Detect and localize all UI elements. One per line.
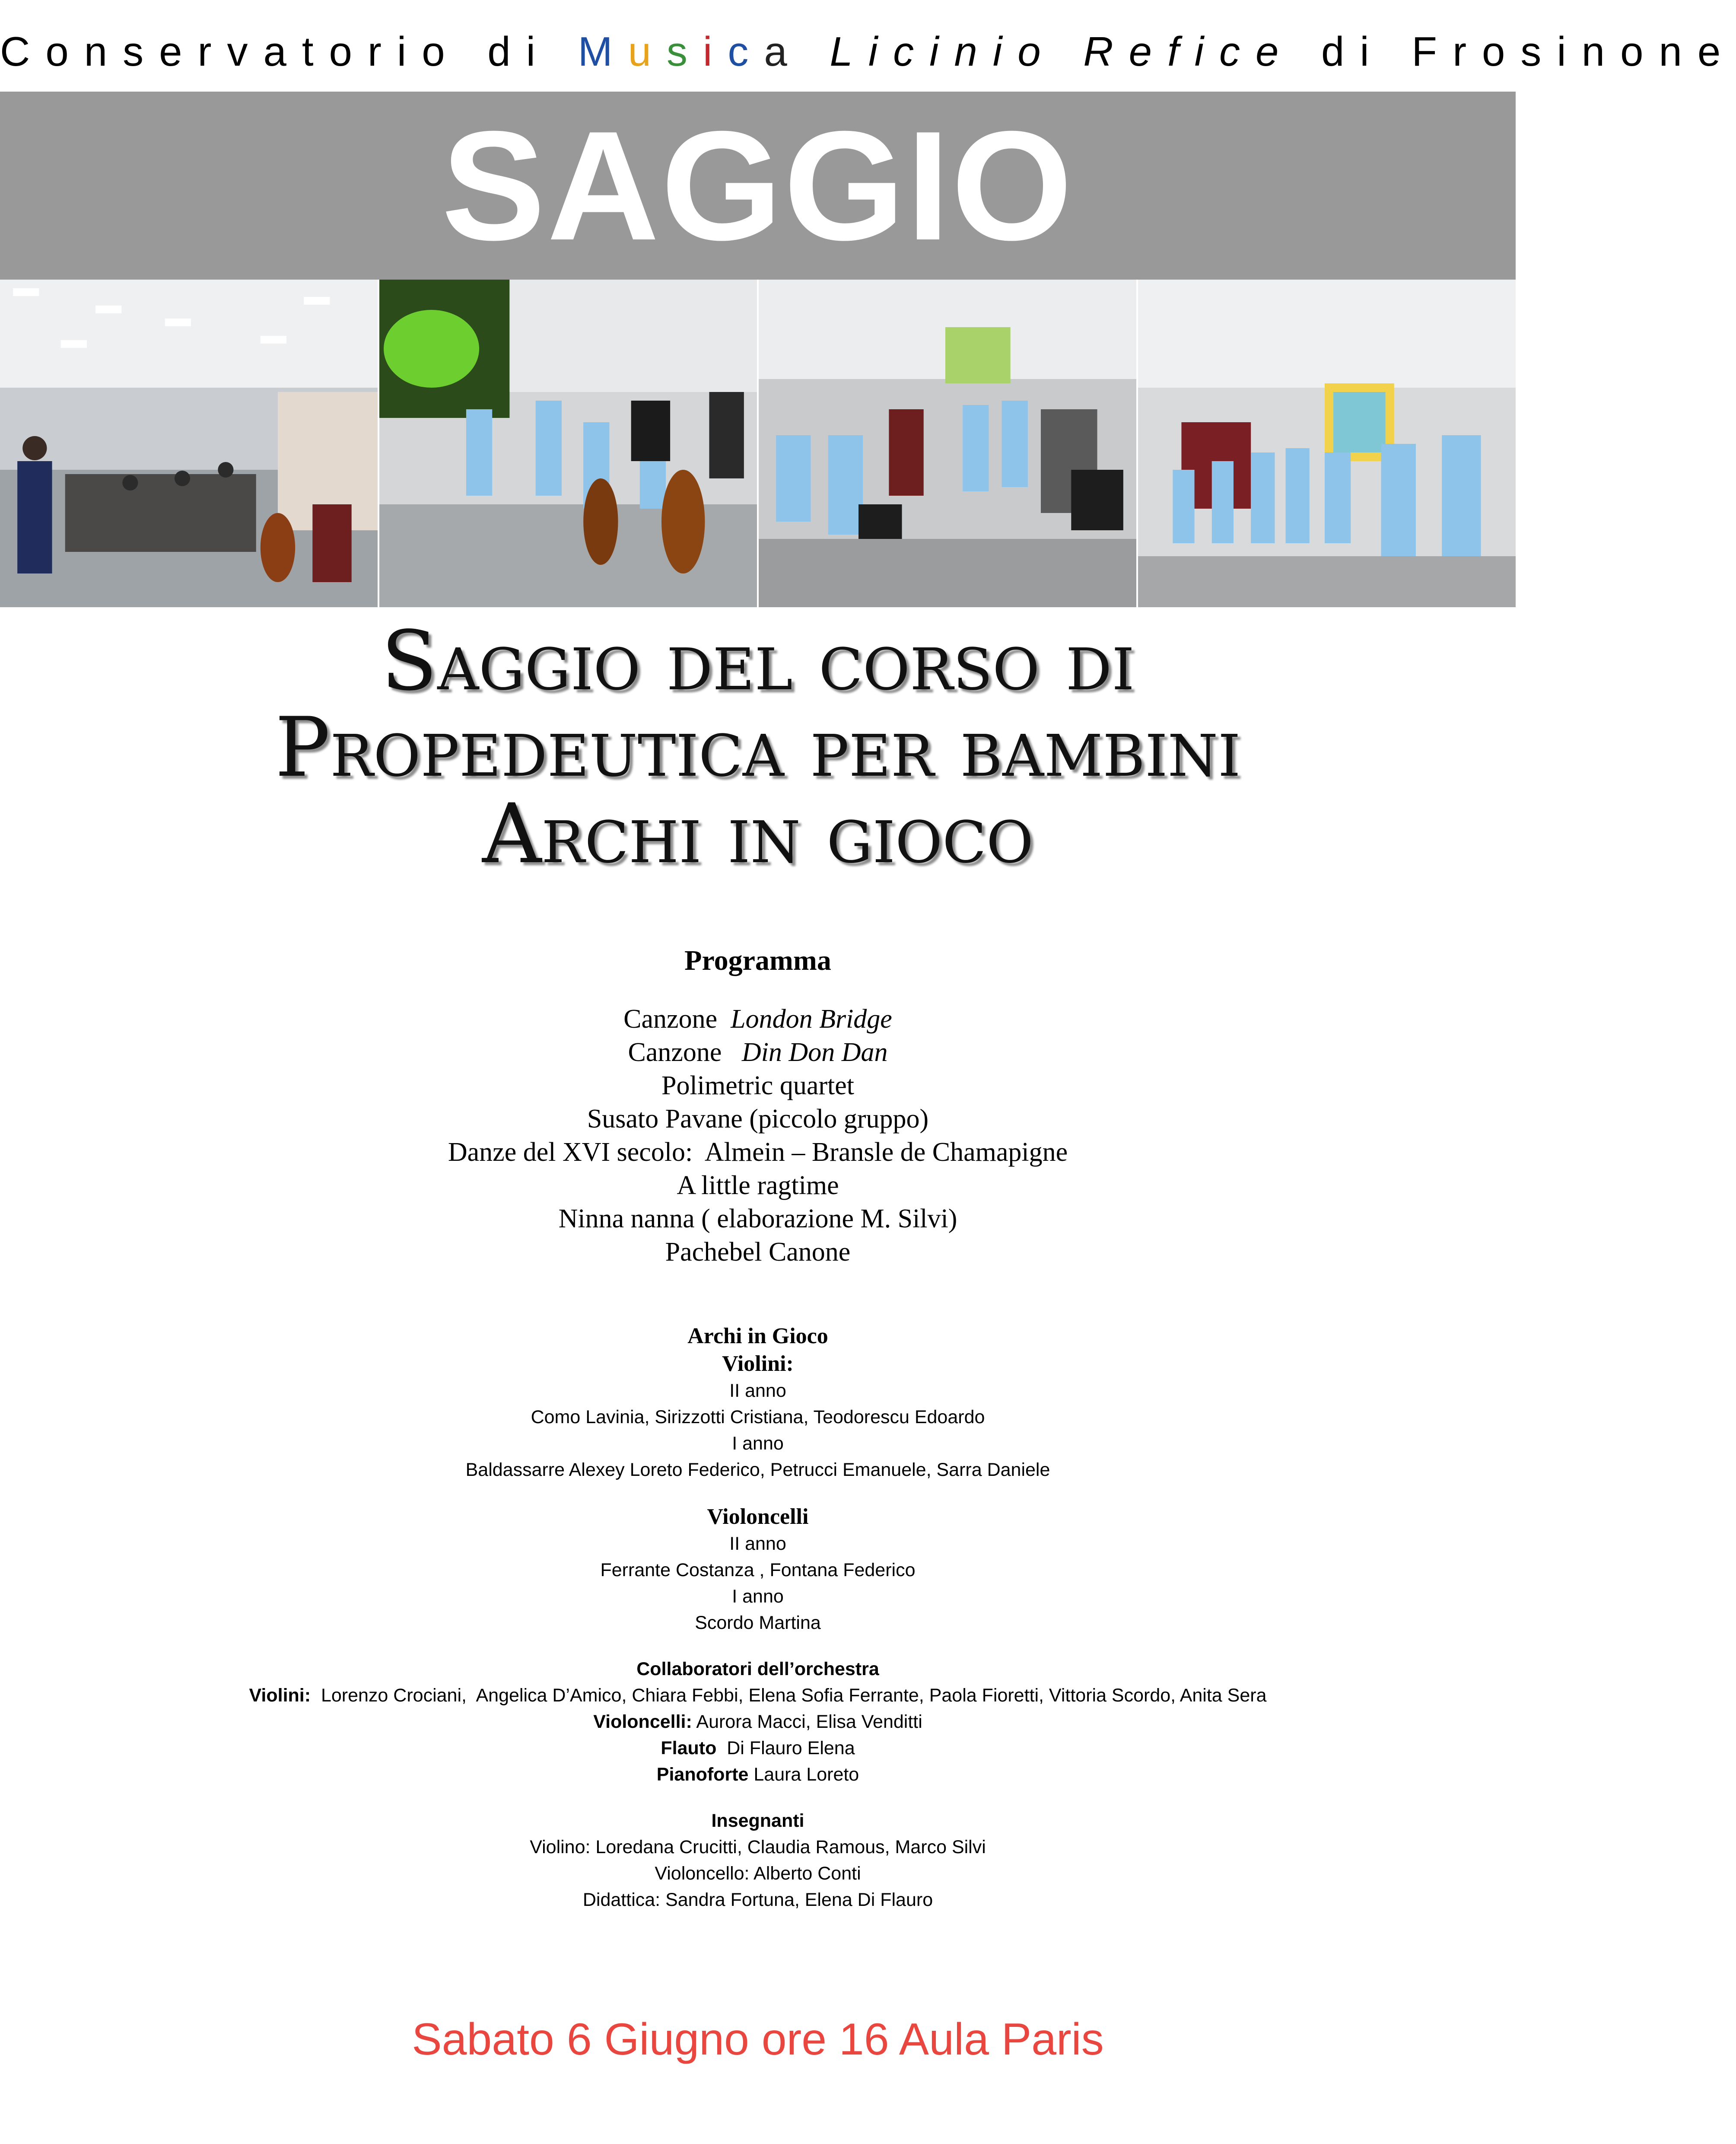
program-item-title: Din Don Dan: [741, 1038, 888, 1067]
program-item-text: Polimetric quartet: [661, 1071, 854, 1100]
collab-pianoforte-label: Pianoforte: [656, 1764, 749, 1785]
violini-year2-label: II anno: [729, 1380, 786, 1401]
program-item: [0, 1236, 1516, 1269]
saggio-banner: [0, 92, 1516, 280]
program-list: [0, 1003, 1516, 1269]
title-line-1: Saggio del corso di: [381, 613, 1135, 709]
collab-pianoforte-names: Laura Loreto: [748, 1764, 859, 1785]
collab-violoncelli-line: [0, 1709, 1516, 1735]
ensemble-title: Archi in Gioco: [687, 1324, 828, 1348]
musica-letter: u: [628, 29, 667, 75]
event-date-location: Sabato 6 Giugno ore 16 Aula Paris: [412, 2014, 1104, 2064]
teacher-didattica: Didattica: Sandra Fortuna, Elena Di Flauro: [582, 1889, 933, 1910]
program-item: [0, 1036, 1516, 1069]
violini-year2-names: Como Lavinia, Sirizzotti Cristiana, Teodorescu Edoardo: [531, 1407, 985, 1427]
violini-year1-label: I anno: [732, 1433, 784, 1454]
musica-word: [578, 29, 803, 75]
programma-heading: Programma: [684, 945, 831, 976]
banner-title: SAGGIO: [441, 99, 1075, 273]
collab-flauto-line: [0, 1735, 1516, 1762]
program-item-text: Canzone: [628, 1038, 742, 1067]
program-item-title: London Bridge: [731, 1004, 892, 1034]
musica-letter: s: [667, 29, 703, 75]
violoncelli-year2-label: II anno: [729, 1533, 786, 1554]
musica-letter: M: [578, 29, 628, 75]
performers-section: [0, 1322, 1516, 1913]
collab-pianoforte-line: [0, 1762, 1516, 1788]
program-item: [0, 1069, 1516, 1102]
title-line-3: Archi in gioco: [482, 786, 1033, 882]
program-item: [0, 1169, 1516, 1202]
violoncelli-year1-names: Scordo Martina: [695, 1612, 821, 1633]
teacher-violoncello: Violoncello: Alberto Conti: [655, 1863, 861, 1884]
program-item-text: A little ragtime: [677, 1171, 839, 1200]
program-item: [0, 1136, 1516, 1169]
program-item: [0, 1003, 1516, 1036]
program-item-text: Canzone: [623, 1004, 731, 1034]
teacher-violino: Violino: Loredana Crucitti, Claudia Ramous, Marco Silvi: [530, 1837, 986, 1857]
collaborators-heading: Collaboratori dell’orchestra: [636, 1659, 879, 1679]
photo-children-choir: [1138, 280, 1516, 607]
header-name: Licinio Refice: [830, 29, 1294, 75]
program-item-text: Pachebel Canone: [665, 1237, 851, 1267]
collab-violini-names: Lorenzo Crociani, Angelica D’Amico, Chiara Febbi, Elena Sofia Ferrante, Paola Fioretti, Vittoria Scordo, Anita Sera: [311, 1685, 1267, 1706]
violini-year1-names: Baldassarre Alexey Loreto Federico, Petrucci Emanuele, Sarra Daniele: [465, 1459, 1050, 1480]
conservatory-header: [0, 22, 1736, 82]
collab-violini-line: [0, 1682, 1516, 1709]
program-item-text: Danze del XVI secolo: Almein – Bransle de Chamapigne: [448, 1137, 1068, 1167]
program-item-text: Ninna nanna ( elaborazione M. Silvi): [558, 1204, 957, 1233]
program-item: [0, 1102, 1516, 1136]
musica-letter: c: [728, 29, 764, 75]
violoncelli-heading: Violoncelli: [707, 1504, 809, 1529]
photo-cello-ensemble: [379, 280, 759, 607]
collab-flauto-label: Flauto: [661, 1738, 717, 1759]
collab-violoncelli-names: Aurora Macci, Elisa Venditti: [692, 1711, 922, 1732]
photo-orchestra-rehearsal: [0, 280, 379, 607]
event-title: [0, 613, 1516, 882]
header-text-start: Conservatorio di: [0, 29, 578, 75]
musica-letter: a: [764, 29, 803, 75]
header-text-end: di Frosinone: [1294, 29, 1736, 75]
musica-letter: i: [703, 29, 728, 75]
photo-violin-group: [759, 280, 1138, 607]
program-item: [0, 1202, 1516, 1236]
collab-violini-label: Violini:: [249, 1685, 311, 1706]
title-line-2: Propedeutica per bambini: [275, 700, 1241, 795]
violoncelli-year2-names: Ferrante Costanza , Fontana Federico: [600, 1560, 916, 1580]
collab-flauto-names: Di Flauro Elena: [716, 1738, 855, 1759]
violoncelli-year1-label: I anno: [732, 1586, 784, 1607]
program-item-text: Susato Pavane (piccolo gruppo): [587, 1104, 929, 1134]
violini-heading: Violini:: [722, 1351, 794, 1376]
photo-strip: [0, 280, 1516, 607]
collab-violoncelli-label: Violoncelli:: [593, 1711, 692, 1732]
teachers-heading: Insegnanti: [711, 1810, 804, 1831]
